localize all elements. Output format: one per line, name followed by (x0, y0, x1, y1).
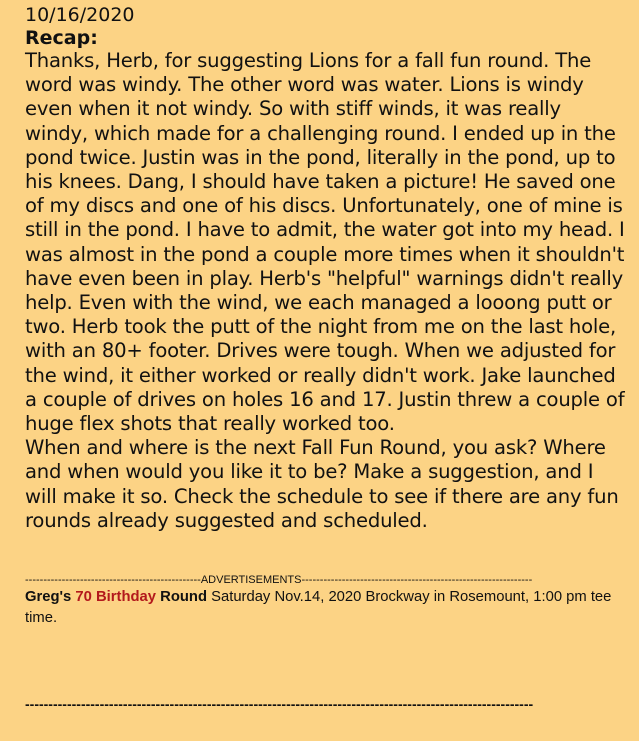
ad-event-name: Round (160, 589, 207, 606)
ad-event-owner: Greg's (25, 589, 72, 606)
bottom-divider: ------------------------------------------------------------------------------------------------------------- (25, 696, 534, 712)
recap-paragraph-1: Thanks, Herb, for suggesting Lions for a fall fun round. The word was windy. The other word was water. Lions is windy even when it not windy. So with stiff winds, it was really windy, which made for a challenging round. I ended up in the pond twice. Justin was in the pond, literally in the pond, up to his knees. Dang, I should have taken a picture! He saved one of my discs and one of his discs. Unfortunately, one of mine is still in the pond. I have to admit, the water got into my head. I was almost in the pond a couple more times when it shouldn't have even been in play. Herb's "helpful" warnings didn't really help. Even with the wind, we each managed a looong putt or two. Herb took the putt of the night from me on the last hole, with an 80+ footer. Drives were tough. When we adjusted for the wind, it either worked or really didn't work. Jake launched a couple of drives on holes 16 and 17. Justin threw a couple of huge flex shots that really worked too. (25, 49, 625, 436)
recap-body (25, 49, 625, 533)
advertisements-divider: ------------------------------------------------ADVERTISEMENTS--------------------------------------------------------------- (25, 574, 533, 587)
ad-event-highlight: 70 Birthday (75, 589, 157, 606)
recap-heading: Recap: (25, 27, 98, 49)
ad-event-details: Saturday Nov.14, 2020 Brockway in Rosemount, 1:00 pm tee time. (25, 589, 612, 627)
post-date: 10/16/2020 (25, 4, 135, 26)
advertisements-section (25, 574, 625, 629)
birthday-round-ad (25, 587, 621, 629)
recap-paragraph-2: When and where is the next Fall Fun Round, you ask? Where and when would you like it to be? Make a suggestion, and I will make it so. Check the schedule to see if there are any fun rounds already suggested and scheduled. (25, 436, 619, 532)
